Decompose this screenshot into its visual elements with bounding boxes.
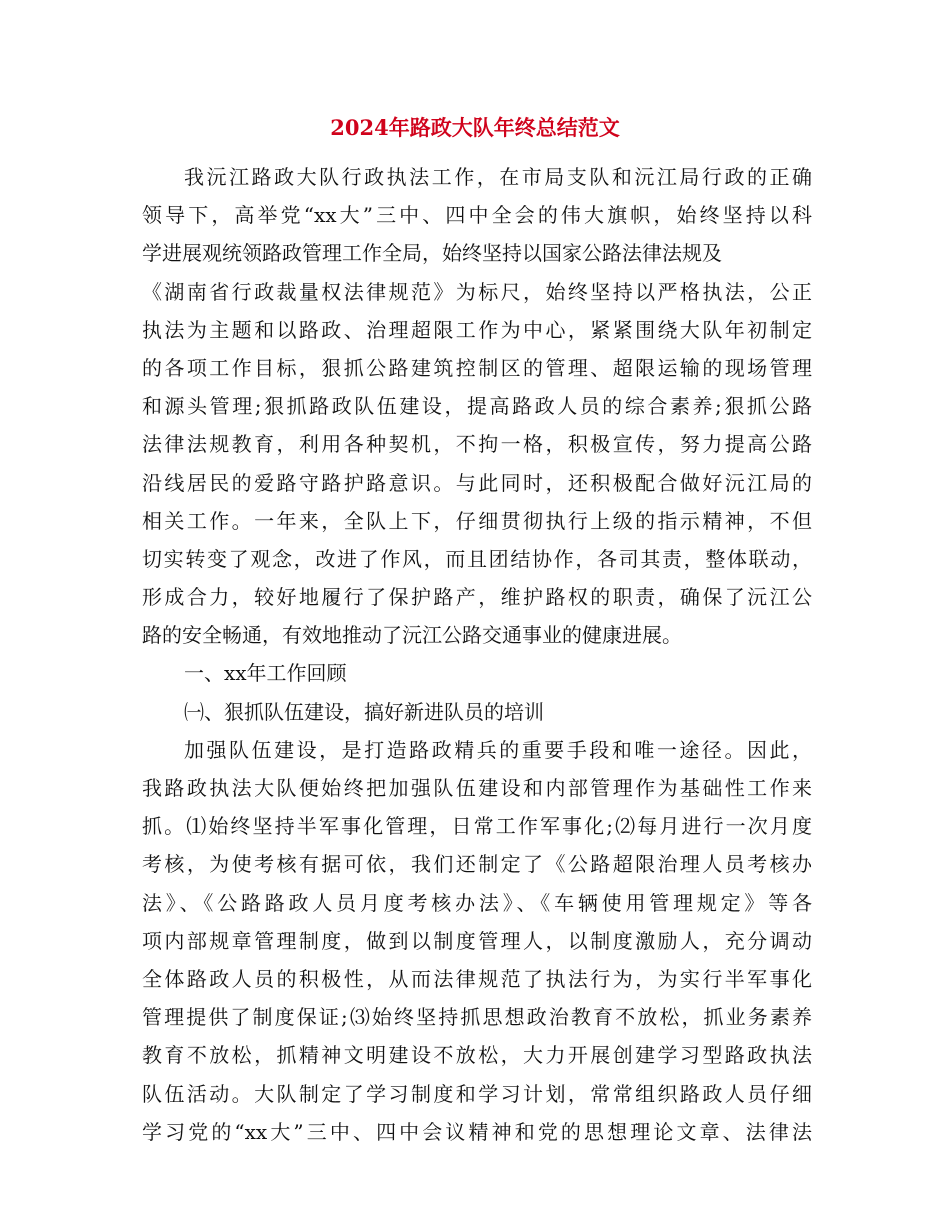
document-line: 我路政执法大队便始终把加强队伍建设和内部管理作为基础性工作来 — [142, 776, 812, 800]
document-line: 项内部规章管理制度，做到以制度管理人，以制度激励人，充分调动 — [142, 928, 812, 953]
document-line: 学习党的“xx大”三中、四中会议精神和党的思想理论文章、法律法 — [142, 1119, 812, 1144]
document-line: 教育不放松，抓精神文明建设不放松，大力开展创建学习型路政执法 — [142, 1043, 812, 1068]
document-line: 切实转变了观念，改进了作风，而且团结协作，各司其责，整体联动， — [142, 546, 812, 571]
document-body — [142, 158, 812, 1151]
document-line: 加强队伍建设，是打造路政精兵的重要手段和唯一途径。因此， — [184, 737, 812, 762]
document-line: 一、xx年工作回顾 — [184, 661, 347, 686]
document-line: 领导下，高举党“xx大”三中、四中全会的伟大旗帜，始终坚持以科 — [142, 203, 812, 228]
document-line: 执法为主题和以路政、治理超限工作为中心，紧紧围绕大队年初制定 — [142, 317, 812, 342]
document-line: 抓。⑴始终坚持半军事化管理，日常工作军事化;⑵每月进行一次月度 — [142, 814, 812, 839]
document-line: 法律法规教育，利用各种契机，不拘一格，积极宣传，努力提高公路 — [142, 432, 812, 457]
document-line: 形成合力，较好地履行了保护路产，维护路权的职责，确保了沅江公 — [142, 585, 812, 610]
document-line: 和源头管理;狠抓路政队伍建设，提高路政人员的综合素养;狠抓公路 — [142, 394, 812, 419]
document-line: 考核，为使考核有据可依，我们还制定了《公路超限治理人员考核办 — [142, 852, 812, 877]
document-line: 我沅江路政大队行政执法工作，在市局支队和沅江局行政的正确 — [184, 165, 812, 189]
document-title: 2024年路政大队年终总结范文 — [330, 115, 620, 140]
document-line: 法》、《公路路政人员月度考核办法》、《车辆使用管理规定》等各 — [142, 890, 812, 915]
document-line: 管理提供了制度保证;⑶始终坚持抓思想政治教育不放松，抓业务素养 — [142, 1005, 812, 1030]
document-line: 路的安全畅通，有效地推动了沅江公路交通事业的健康进展。 — [142, 623, 682, 648]
document-line: 沿线居民的爱路守路护路意识。与此同时，还积极配合做好沅江局的 — [142, 470, 812, 495]
document-line: 学进展观统领路政管理工作全局，始终坚持以国家公路法律法规及 — [142, 241, 722, 266]
document-line: 《湖南省行政裁量权法律规范》为标尺，始终坚持以严格执法，公正 — [142, 279, 812, 304]
document-line: ㈠、狠抓队伍建设，搞好新进队员的培训 — [184, 699, 544, 724]
document-line: 全体路政人员的积极性，从而法律规范了执法行为，为实行半军事化 — [142, 966, 812, 991]
document-line: 队伍活动。大队制定了学习制度和学习计划，常常组织路政人员仔细 — [142, 1081, 812, 1106]
document-line: 的各项工作目标，狠抓公路建筑控制区的管理、超限运输的现场管理 — [142, 355, 812, 380]
document-line: 相关工作。一年来，全队上下，仔细贯彻执行上级的指示精神，不但 — [142, 508, 812, 533]
